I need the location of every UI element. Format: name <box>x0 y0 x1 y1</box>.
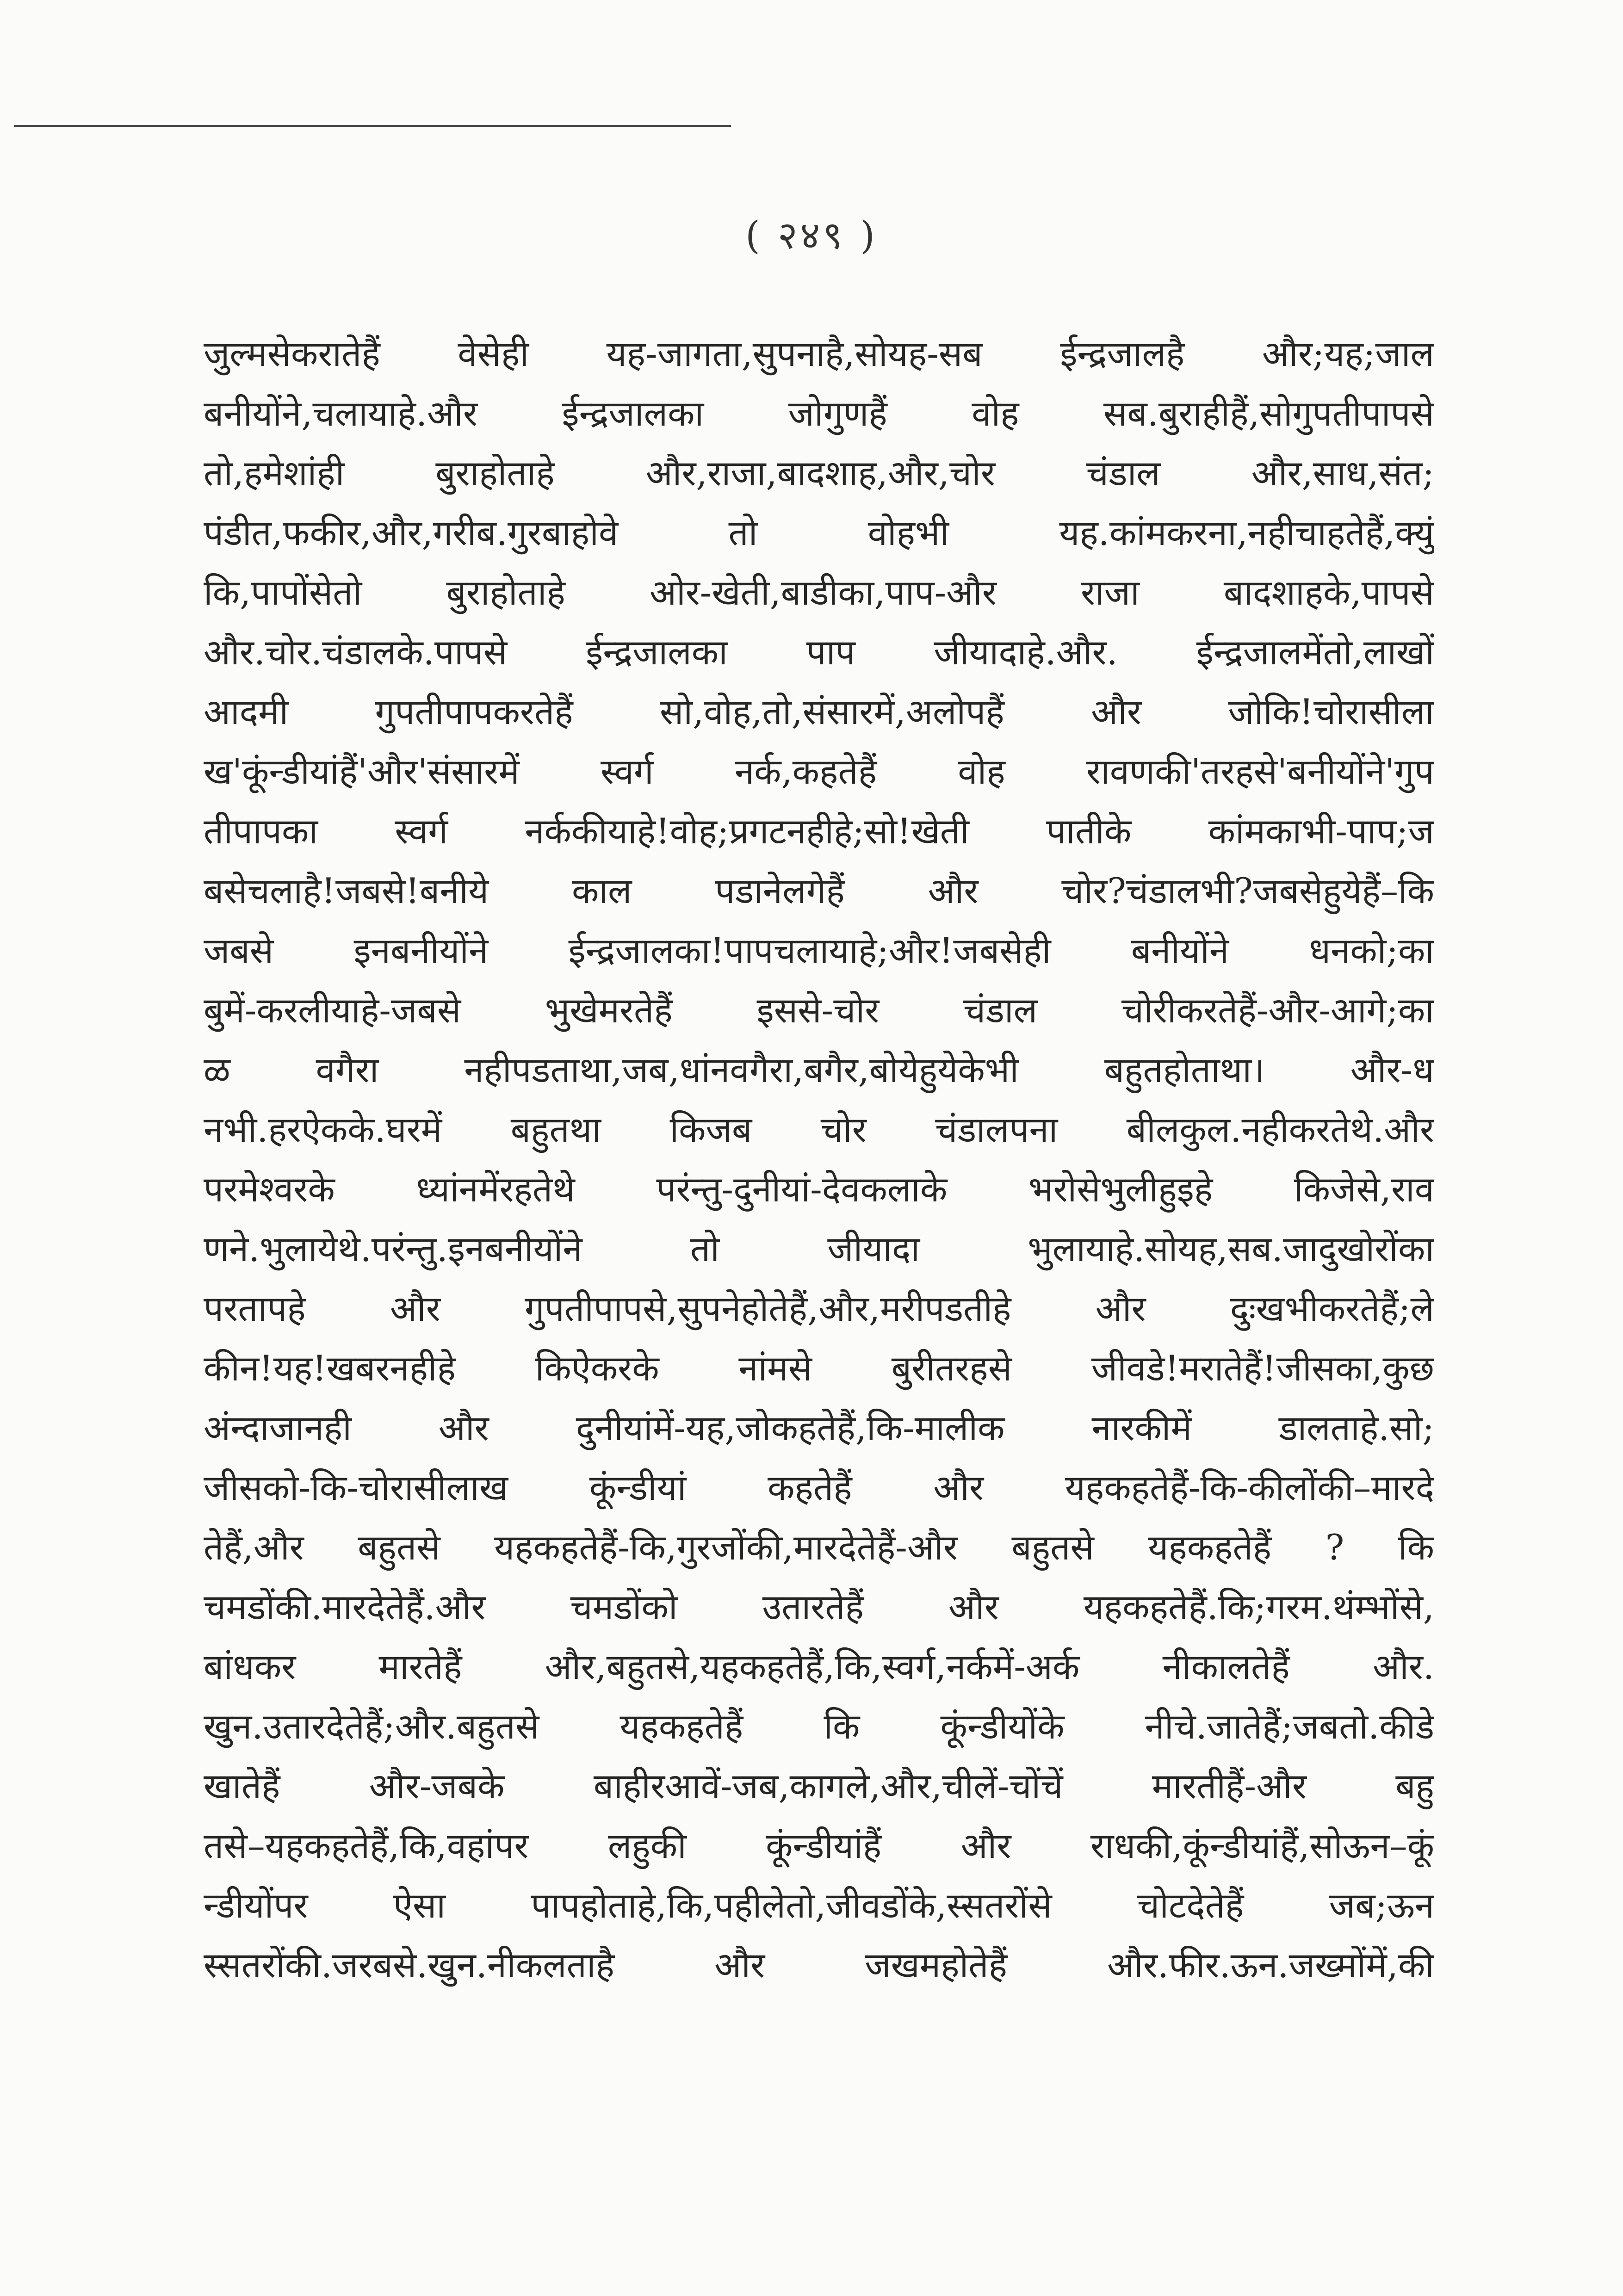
text-line: तो,हमेशांही बुराहोताहे और,राजा,बादशाह,और,चोर चंडाल और,साध,संत; <box>204 452 1434 494</box>
text-line: बुमें-करलीयाहे-जबसे भुखेमरतेहैं इससे-चोर चंडाल चोरीकरतेहैं-और-आगे;का <box>204 990 1434 1031</box>
text-line: पंडीत,फकीर,और,गरीब.गुरबाहोवे तो वोहभी यह.कांमकरना,नहीचाहतेहैं,क्युं <box>204 512 1434 553</box>
text-line: खातेहैं और-जबके बाहीरआवें-जब,कागले,और,चीलें-चोंचें मारतीहैं-और बहु <box>204 1765 1434 1807</box>
text-line: न्डीयोंपर ऐसा पापहोताहे,कि,पहीलेतो,जीवडोंके,स्सतरोंसे चोटदेतेहैं जब;ऊन <box>204 1885 1434 1926</box>
text-line: ळ वगैरा नहीपडताथा,जब,धांनवगैरा,बगैर,बोयेहुयेकेभी बहुतहोताथा। और-ध <box>204 1049 1434 1090</box>
text-line: परमेश्वरके ध्यांनमेंरहतेथे परंन्तु-दुनीयां-देवकलाके भरोसेभुलीहुइहे किजेसे,राव <box>204 1169 1434 1210</box>
text-line: जुल्मसेकरातेहैं वेसेही यह-जागता,सुपनाहै,सोयह-सब ईन्द्रजालहै और;यह;जाल <box>204 333 1434 374</box>
text-line: कीन!यह!खबरनहीहे किऐकरके नांमसे बुरीतरहसे जीवडे!मरातेहैं!जीसका,कुछ <box>204 1348 1434 1389</box>
text-line: अंन्दाजानही और दुनीयांमें-यह,जोकहतेहैं,कि-मालीक नारकीमें डालताहे.सो; <box>204 1407 1434 1448</box>
page-number: ( २४९ ) <box>745 214 878 258</box>
text-line: बसेचलाहै!जबसे!बनीये काल पडानेलगेहैं और चोर?चंडालभी?जबसेहुयेहैं–कि <box>204 870 1434 911</box>
text-line: बनीयोंने,चलायाहे.और ईन्द्रजालका जोगुणहैं वोह सब.बुराहीहैं,सोगुपतीपापसे <box>204 393 1434 434</box>
text-line: जबसे इनबनीयोंने ईन्द्रजालका!पापचलायाहे;और!जबसेही बनीयोंने धनको;का <box>204 930 1434 971</box>
text-line: कि,पापोंसेतो बुराहोताहे ओर-खेती,बाडीका,पाप-और राजा बादशाहके,पापसे <box>204 572 1434 613</box>
text-line: बांधकर मारतेहैं और,बहुतसे,यहकहतेहैं,कि,स्वर्ग,नर्कमें-अर्क नीकालतेहैं और. <box>204 1646 1434 1687</box>
text-line: चमडोंकी.मारदेतेहैं.और चमडोंको उतारतेहैं और यहकहतेहैं.कि;गरम.थंम्भोंसे, <box>204 1586 1434 1628</box>
text-line: परतापहे और गुपतीपापसे,सुपनेहोतेहैं,और,मरीपडतीहे और दुःखभीकरतेहैं;ले <box>204 1288 1434 1329</box>
body-text <box>204 324 1434 1995</box>
text-line: णने.भुलायेथे.परंन्तु.इनबनीयोंने तो जीयादा भुलायाहे.सोयह,सब.जादुखोरोंका <box>204 1228 1434 1269</box>
text-line: तीपापका स्वर्ग नर्ककीयाहे!वोह;प्रगटनहीहे;सो!खेती पातीके कांमकाभी-पाप;ज <box>204 811 1434 852</box>
top-rule <box>14 125 731 127</box>
text-line: तसे–यहकहतेहैं,कि,वहांपर लहुकी कूंन्डीयांहैं और राधकी,कूंन्डीयांहैं,सोऊन–कूं <box>204 1825 1434 1866</box>
text-line: ख'कूंन्डीयांहैं'और'संसारमें स्वर्ग नर्क,कहतेहैं वोह रावणकी'तरहसे'बनीयोंने'गुप <box>204 751 1434 792</box>
text-line: खुन.उतारदेतेहैं;और.बहुतसे यहकहतेहैं कि कूंन्डीयोंके नीचे.जातेहैं;जबतो.कीडे <box>204 1706 1434 1747</box>
text-line: और.चोर.चंडालके.पापसे ईन्द्रजालका पाप जीयादाहे.और. ईन्द्रजालमेंतो,लाखों <box>204 631 1434 673</box>
text-line: नभी.हरऐकके.घरमें बहुतथा किजब चोर चंडालपना बीलकुल.नहीकरतेथे.और <box>204 1109 1434 1150</box>
text-line: जीसको-कि-चोरासीलाख कूंन्डीयां कहतेहैं और यहकहतेहैं-कि-कीलोंकी–मारदे <box>204 1467 1434 1508</box>
text-line: स्सतरोंकी.जरबसे.खुन.नीकलताहै और जखमहोतेहैं और.फीर.ऊन.जख्मोंमें,की <box>204 1944 1434 1986</box>
text-line: तेहैं,और बहुतसे यहकहतेहैं-कि,गुरजोंकी,मारदेतेहैं-और बहुतसे यहकहतेहैं ? कि <box>204 1527 1434 1568</box>
text-line: आदमी गुपतीपापकरतेहैं सो,वोह,तो,संसारमें,अलोपहैं और जोकि!चोरासीला <box>204 691 1434 732</box>
